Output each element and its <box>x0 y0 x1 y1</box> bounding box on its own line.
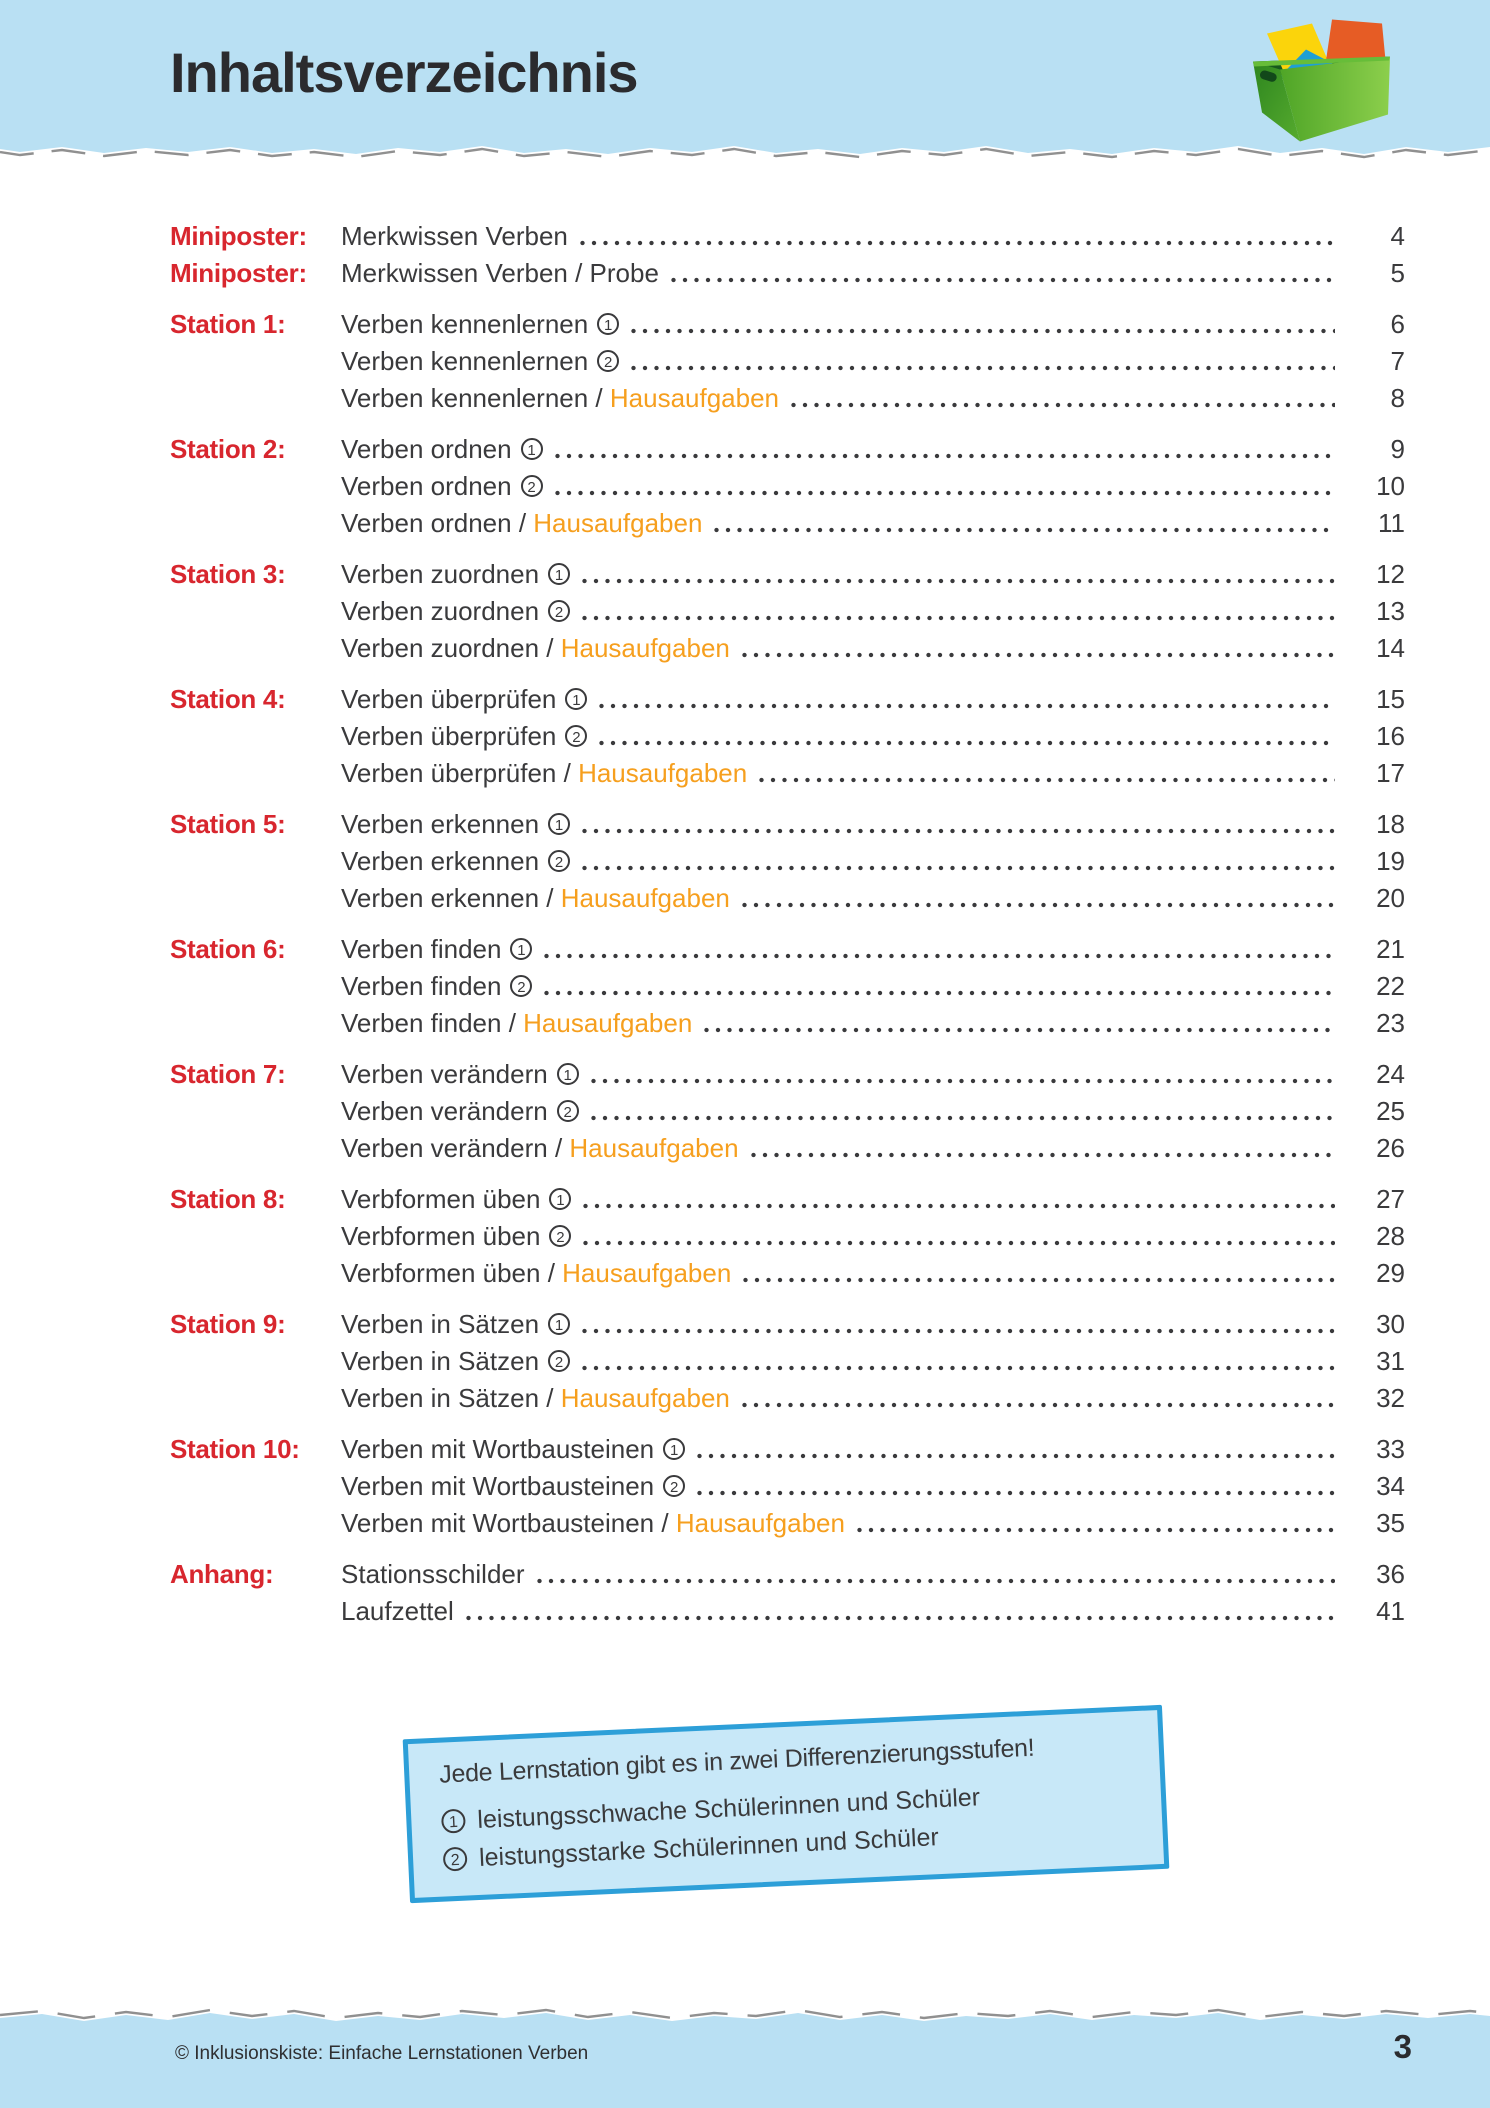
difficulty-badge: 2 <box>510 975 532 997</box>
toc-title: Verben erkennen <box>341 846 540 876</box>
toc-row-label: Station 7: <box>170 1059 286 1089</box>
dot-leader <box>599 703 1335 709</box>
toc-title: Verben mit Wortbausteinen <box>341 1508 655 1538</box>
difficulty-badge: 1 <box>663 1438 685 1460</box>
note-box <box>403 1705 1170 1903</box>
toc-entry <box>341 218 1405 255</box>
toc-group <box>170 431 1405 542</box>
page-ref: 41 <box>1376 1596 1405 1626</box>
dot-leader <box>704 1027 1335 1033</box>
toc-row-label: Station 1: <box>170 309 286 339</box>
toc-entry <box>341 1306 1405 1343</box>
toc-row <box>170 468 1405 505</box>
note-item-text: leistungsschwache Schülerinnen und Schüler <box>476 1783 981 1835</box>
toc-row-label: Station 8: <box>170 1184 286 1214</box>
dot-leader <box>466 1615 1335 1621</box>
toc-entry <box>341 1093 1405 1130</box>
note-item-text: leistungsstarke Schülerinnen und Schüler <box>478 1823 940 1872</box>
toc-row <box>170 681 1405 718</box>
toc-entry <box>341 1056 1405 1093</box>
difficulty-badge: 1 <box>597 313 619 335</box>
toc-row-label: Station 10: <box>170 1434 300 1464</box>
toc-title: Verben erkennen <box>341 809 540 839</box>
dot-leader <box>742 1402 1335 1408</box>
toc-entry <box>341 755 1405 792</box>
difficulty-badge: 1 <box>549 1188 571 1210</box>
toc <box>170 218 1405 1630</box>
toc-title: Verben ordnen <box>341 471 512 501</box>
difficulty-badge: 1 <box>521 438 543 460</box>
toc-row <box>170 968 1405 1005</box>
toc-row-label: Anhang: <box>170 1559 274 1589</box>
toc-entry <box>341 1431 1405 1468</box>
difficulty-badge: 2 <box>663 1475 685 1497</box>
page-number: 3 <box>1393 2028 1412 2065</box>
toc-row-label: Station 3: <box>170 559 286 589</box>
toc-group <box>170 1431 1405 1542</box>
homework-label: Hausaufgaben <box>560 883 730 913</box>
dot-leader <box>582 578 1335 584</box>
materials-box-icon <box>1240 12 1410 160</box>
dot-leader <box>555 490 1335 496</box>
toc-entry <box>341 1005 1405 1042</box>
difficulty-badge: 1 <box>510 938 532 960</box>
toc-entry <box>341 343 1405 380</box>
dot-leader <box>582 1365 1335 1371</box>
homework-label: Hausaufgaben <box>533 508 703 538</box>
dot-leader <box>544 953 1335 959</box>
toc-row <box>170 1380 1405 1417</box>
toc-row <box>170 505 1405 542</box>
toc-entry <box>341 931 1405 968</box>
difficulty-badge: 1 <box>565 688 587 710</box>
toc-title: Verben verändern <box>341 1059 548 1089</box>
toc-title: Verben verändern <box>341 1133 548 1163</box>
dot-leader <box>582 865 1335 871</box>
page-ref: 28 <box>1376 1221 1405 1251</box>
homework-label: Hausaufgaben <box>569 1133 739 1163</box>
page-ref: 31 <box>1376 1346 1405 1376</box>
difficulty-badge: 2 <box>548 600 570 622</box>
toc-title: Merkwissen Verben / Probe <box>341 258 659 288</box>
toc-row <box>170 1343 1405 1380</box>
toc-group <box>170 1556 1405 1630</box>
dot-leader <box>582 615 1335 621</box>
toc-entry <box>341 468 1405 505</box>
toc-title: Laufzettel <box>341 1596 454 1626</box>
toc-entry <box>341 1556 1405 1593</box>
page-ref: 33 <box>1376 1434 1405 1464</box>
page-ref: 29 <box>1376 1258 1405 1288</box>
dot-leader <box>671 277 1335 283</box>
toc-group <box>170 306 1405 417</box>
toc-title: Verbformen üben <box>341 1184 541 1214</box>
toc-row <box>170 806 1405 843</box>
dot-leader <box>742 902 1335 908</box>
toc-title: Verben ordnen <box>341 434 512 464</box>
toc-title: Verben finden <box>341 1008 502 1038</box>
toc-entry <box>341 1593 1405 1630</box>
toc-entry <box>341 1255 1405 1292</box>
dot-leader <box>555 453 1335 459</box>
toc-entry <box>341 880 1405 917</box>
toc-title: Verben zuordnen <box>341 633 540 663</box>
page-ref: 21 <box>1376 934 1405 964</box>
difficulty-badge: 1 <box>548 563 570 585</box>
toc-entry <box>341 1218 1405 1255</box>
toc-title: Verben überprüfen <box>341 684 557 714</box>
page-ref: 27 <box>1376 1184 1405 1214</box>
toc-group <box>170 931 1405 1042</box>
toc-row-label: Miniposter: <box>170 258 307 288</box>
toc-entry <box>341 255 1405 292</box>
toc-title: Verben kennenlernen <box>341 309 589 339</box>
toc-row-label: Station 5: <box>170 809 286 839</box>
toc-title: Verben finden <box>341 934 502 964</box>
difficulty-badge: 1 <box>548 813 570 835</box>
toc-row <box>170 718 1405 755</box>
toc-row <box>170 1431 1405 1468</box>
page-ref: 8 <box>1390 383 1405 413</box>
toc-entry <box>341 1505 1405 1542</box>
page-ref: 4 <box>1390 221 1405 251</box>
toc-row-label: Station 2: <box>170 434 286 464</box>
page-ref: 7 <box>1390 346 1405 376</box>
toc-row <box>170 1130 1405 1167</box>
page-ref: 11 <box>1378 508 1405 538</box>
separator: / <box>539 633 561 663</box>
dot-leader <box>714 527 1335 533</box>
homework-label: Hausaufgaben <box>523 1008 693 1038</box>
difficulty-badge: 1 <box>441 1809 466 1834</box>
homework-label: Hausaufgaben <box>675 1508 845 1538</box>
page-ref: 35 <box>1376 1508 1405 1538</box>
toc-group <box>170 218 1405 292</box>
toc-row <box>170 1556 1405 1593</box>
toc-row <box>170 630 1405 667</box>
toc-title: Verben kennenlernen <box>341 383 589 413</box>
separator: / <box>540 1258 563 1288</box>
difficulty-badge: 2 <box>443 1847 468 1872</box>
separator: / <box>654 1508 676 1538</box>
dot-leader <box>742 652 1335 658</box>
toc-entry <box>341 843 1405 880</box>
dot-leader <box>743 1277 1335 1283</box>
toc-group <box>170 1056 1405 1167</box>
toc-entry <box>341 505 1405 542</box>
page-ref: 5 <box>1390 258 1405 288</box>
toc-row <box>170 1505 1405 1542</box>
toc-row <box>170 218 1405 255</box>
toc-group <box>170 806 1405 917</box>
difficulty-badge: 2 <box>548 850 570 872</box>
separator: / <box>588 383 610 413</box>
page-title: Inhaltsverzeichnis <box>170 41 638 104</box>
page-ref: 18 <box>1376 809 1405 839</box>
toc-title: Verben kennenlernen <box>341 346 589 376</box>
dot-leader <box>631 328 1335 334</box>
toc-entry <box>341 806 1405 843</box>
dot-leader <box>583 1240 1335 1246</box>
toc-title: Verben in Sätzen <box>341 1309 540 1339</box>
dot-leader <box>697 1453 1335 1459</box>
toc-title: Verben mit Wortbausteinen <box>341 1471 655 1501</box>
dot-leader <box>759 777 1335 783</box>
page-ref: 26 <box>1376 1133 1405 1163</box>
difficulty-badge: 2 <box>548 1350 570 1372</box>
toc-title: Verbformen üben <box>341 1221 541 1251</box>
homework-label: Hausaufgaben <box>609 383 780 413</box>
page-ref: 10 <box>1376 471 1405 501</box>
toc-group <box>170 556 1405 667</box>
dot-leader <box>751 1152 1335 1158</box>
toc-row-label: Station 6: <box>170 934 286 964</box>
toc-entry <box>341 1130 1405 1167</box>
separator: / <box>511 508 534 538</box>
toc-title: Verben zuordnen <box>341 596 540 626</box>
dot-leader <box>580 240 1335 246</box>
separator: / <box>556 758 579 788</box>
toc-title: Verben ordnen <box>341 508 512 538</box>
toc-title: Verben zuordnen <box>341 559 540 589</box>
toc-title: Verbformen üben <box>341 1258 541 1288</box>
toc-title: Merkwissen Verben <box>341 221 568 251</box>
toc-entry <box>341 1181 1405 1218</box>
toc-row <box>170 880 1405 917</box>
difficulty-badge: 2 <box>521 475 543 497</box>
difficulty-badge: 2 <box>557 1100 579 1122</box>
homework-label: Hausaufgaben <box>560 1383 730 1413</box>
toc-group <box>170 681 1405 792</box>
toc-entry <box>341 1380 1405 1417</box>
toc-row <box>170 755 1405 792</box>
page-ref: 20 <box>1376 883 1405 913</box>
toc-row <box>170 1593 1405 1630</box>
toc-row <box>170 556 1405 593</box>
toc-entry <box>341 306 1405 343</box>
page-ref: 6 <box>1390 309 1405 339</box>
separator: / <box>547 1133 570 1163</box>
toc-entry <box>341 968 1405 1005</box>
toc-title: Verben überprüfen <box>341 758 557 788</box>
toc-entry <box>341 1468 1405 1505</box>
page-ref: 24 <box>1376 1059 1405 1089</box>
toc-entry <box>341 1343 1405 1380</box>
dot-leader <box>537 1578 1335 1584</box>
toc-row-label: Station 4: <box>170 684 286 714</box>
page-ref: 36 <box>1376 1559 1405 1589</box>
toc-title: Stationsschilder <box>341 1559 525 1589</box>
toc-row-label: Miniposter: <box>170 221 307 251</box>
page-ref: 17 <box>1376 758 1405 788</box>
toc-title: Verben in Sätzen <box>341 1383 540 1413</box>
page-ref: 23 <box>1376 1008 1405 1038</box>
homework-label: Hausaufgaben <box>578 758 748 788</box>
toc-group <box>170 1181 1405 1292</box>
toc-title: Verben verändern <box>341 1096 548 1126</box>
dot-leader <box>582 1328 1335 1334</box>
toc-group <box>170 1306 1405 1417</box>
page-ref: 22 <box>1376 971 1405 1001</box>
page-ref: 13 <box>1376 596 1405 626</box>
page-ref: 12 <box>1376 559 1405 589</box>
toc-row <box>170 1218 1405 1255</box>
difficulty-badge: 2 <box>597 350 619 372</box>
dot-leader <box>631 365 1335 371</box>
separator: / <box>539 883 561 913</box>
dot-leader <box>697 1490 1335 1496</box>
dot-leader <box>599 740 1335 746</box>
toc-row <box>170 343 1405 380</box>
difficulty-badge: 2 <box>549 1225 571 1247</box>
toc-row <box>170 1056 1405 1093</box>
page-ref: 15 <box>1376 684 1405 714</box>
toc-row <box>170 1468 1405 1505</box>
dot-leader <box>582 828 1335 834</box>
toc-row <box>170 1181 1405 1218</box>
toc-entry <box>341 556 1405 593</box>
toc-row <box>170 255 1405 292</box>
toc-row <box>170 593 1405 630</box>
separator: / <box>539 1383 561 1413</box>
toc-entry <box>341 718 1405 755</box>
page-ref: 30 <box>1376 1309 1405 1339</box>
dot-leader <box>591 1115 1335 1121</box>
dot-leader <box>857 1527 1335 1533</box>
toc-row <box>170 1005 1405 1042</box>
toc-row <box>170 1093 1405 1130</box>
toc-entry <box>341 630 1405 667</box>
page-ref: 25 <box>1376 1096 1405 1126</box>
toc-title: Verben überprüfen <box>341 721 557 751</box>
toc-title: Verben erkennen <box>341 883 540 913</box>
toc-entry <box>341 681 1405 718</box>
page-ref: 34 <box>1376 1471 1405 1501</box>
toc-row <box>170 380 1405 417</box>
dot-leader <box>583 1203 1335 1209</box>
dot-leader <box>791 402 1335 408</box>
copyright-line: © Inklusionskiste: Einfache Lernstationen Verben <box>175 2043 589 2064</box>
toc-entry <box>341 431 1405 468</box>
difficulty-badge: 1 <box>548 1313 570 1335</box>
toc-entry <box>341 380 1405 417</box>
page-ref: 32 <box>1376 1383 1405 1413</box>
page-ref: 14 <box>1376 633 1405 663</box>
difficulty-badge: 1 <box>557 1063 579 1085</box>
toc-row <box>170 843 1405 880</box>
toc-title: Verben in Sätzen <box>341 1346 540 1376</box>
toc-row <box>170 931 1405 968</box>
homework-label: Hausaufgaben <box>560 633 730 663</box>
page-ref: 9 <box>1390 434 1405 464</box>
note-heading: Jede Lernstation gibt es in zwei Differenzierungsstufen! <box>438 1733 1035 1789</box>
toc-row <box>170 1306 1405 1343</box>
page-ref: 16 <box>1376 721 1405 751</box>
dot-leader <box>591 1078 1335 1084</box>
toc-row-label: Station 9: <box>170 1309 286 1339</box>
toc-row <box>170 431 1405 468</box>
separator: / <box>501 1008 524 1038</box>
dot-leader <box>544 990 1335 996</box>
toc-title: Verben finden <box>341 971 502 1001</box>
difficulty-badge: 2 <box>565 725 587 747</box>
toc-row <box>170 1255 1405 1292</box>
note-items <box>441 1771 1148 1879</box>
homework-label: Hausaufgaben <box>562 1258 732 1288</box>
toc-title: Verben mit Wortbausteinen <box>341 1434 655 1464</box>
page-ref: 19 <box>1376 846 1405 876</box>
toc-entry <box>341 593 1405 630</box>
toc-row <box>170 306 1405 343</box>
